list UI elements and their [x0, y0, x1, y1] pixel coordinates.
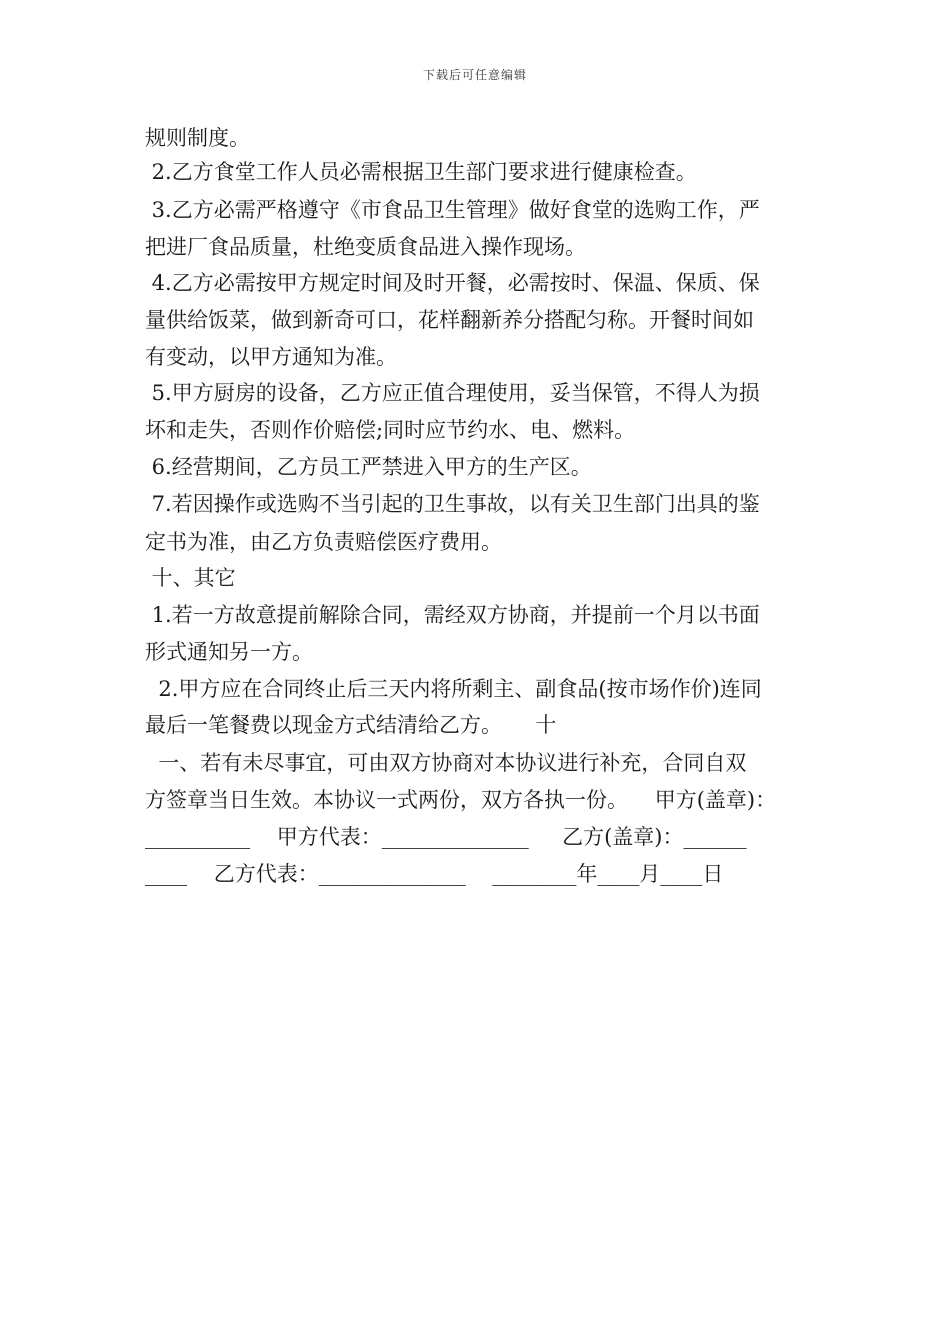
section-heading: 十、其它	[145, 566, 236, 590]
body-line: 形式通知另一方。	[145, 640, 313, 664]
body-line: 把进厂食品质量，杜绝变质食品进入操作现场。	[145, 235, 586, 259]
body-line: 5.甲方厨房的设备，乙方应正值合理使用，妥当保管，不得人为损	[145, 381, 760, 405]
signature-line: ____ 乙方代表：______________ ________年____月____日	[145, 862, 724, 886]
body-line: 一、若有未尽事宜，可由双方协商对本协议进行补充，合同自双	[145, 751, 747, 775]
body-line: 最后一笔餐费以现金方式结清给乙方。 十	[145, 713, 557, 737]
body-line: 3.乙方必需严格遵守《市食品卫生管理》做好食堂的选购工作，严	[145, 198, 760, 222]
body-line: 2.乙方食堂工作人员必需根据卫生部门要求进行健康检查。	[145, 160, 697, 184]
body-line: 2.甲方应在合同终止后三天内将所剩主、副食品(按市场作价)连同	[145, 677, 762, 701]
page-header: 下载后可任意编辑	[422, 68, 527, 82]
body-line: 有变动，以甲方通知为准。	[145, 345, 397, 369]
body-line: 7.若因操作或选购不当引起的卫生事故，以有关卫生部门出具的鉴	[145, 492, 760, 516]
signature-line: __________ 甲方代表：______________ 乙方(盖章)：______	[145, 825, 747, 849]
body-line: 量供给饭菜，做到新奇可口，花样翻新养分搭配匀称。开餐时间如	[145, 308, 754, 332]
body-line: 4.乙方必需按甲方规定时间及时开餐，必需按时、保温、保质、保	[145, 271, 760, 295]
body-line: 6.经营期间，乙方员工严禁进入甲方的生产区。	[145, 455, 592, 479]
body-line: 定书为准，由乙方负责赔偿医疗费用。	[145, 530, 502, 554]
body-line: 规则制度。	[145, 126, 250, 150]
body-line: 坏和走失，否则作价赔偿;同时应节约水、电、燃料。	[145, 418, 636, 442]
body-line: 方签章当日生效。本协议一式两份，双方各执一份。 甲方(盖章)：	[145, 788, 777, 812]
body-line: 1.若一方故意提前解除合同，需经双方协商，并提前一个月以书面	[145, 603, 760, 627]
